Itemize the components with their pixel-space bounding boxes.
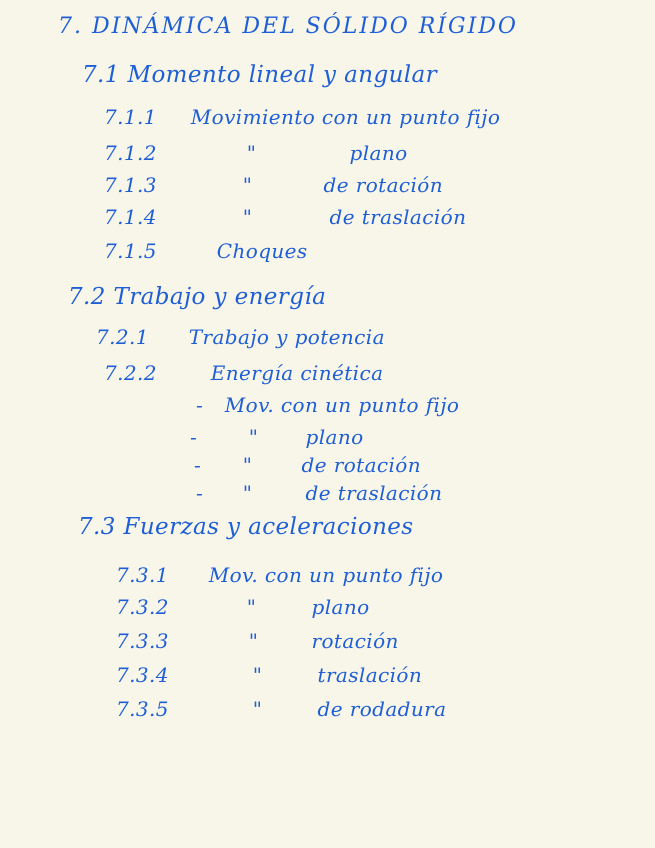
item-number: 7.3.5 [116,697,169,721]
item-text: plano [311,595,370,619]
ditto-mark: " [252,663,263,687]
list-item [116,594,370,620]
dash-mark: - [190,425,198,449]
list-item [104,104,500,130]
item-text: de rotación [323,173,444,197]
item-text: de rodadura [317,697,447,721]
item-text: Mov. con un punto fijo [208,563,444,587]
list-item [104,204,466,230]
list-item [96,324,385,350]
list-item [104,360,383,386]
ditto-mark: " [246,595,257,619]
section-heading-7-1: 7.1 Momento lineal y angular [82,62,438,88]
item-text: Movimiento con un punto fijo [190,105,501,129]
item-text: de rotación [301,453,422,477]
ditto-mark: " [242,205,253,229]
dash-mark: - [196,393,204,417]
item-number: 7.2.2 [104,361,157,385]
item-number: 7.3.2 [116,595,169,619]
ditto-mark: " [242,453,253,477]
ditto-mark: " [248,425,259,449]
item-text: de traslación [305,481,443,505]
list-item [116,696,446,722]
item-text: traslación [317,663,423,687]
item-number: 7.1.5 [104,239,157,263]
item-text: plano [305,425,364,449]
item-number: 7.3.1 [116,563,169,587]
section-heading-7-3: 7.3 Fuerzas y aceleraciones [78,514,414,540]
list-item [116,562,443,588]
item-text: Choques [216,239,308,263]
page-title: 7. DINÁMICA DEL SÓLIDO RÍGIDO [58,14,518,39]
item-text: de traslación [329,205,467,229]
item-text: Mov. con un punto fijo [224,393,460,417]
sub-list-item [196,392,459,418]
ditto-mark: " [242,481,253,505]
dash-mark: - [194,453,202,477]
ditto-mark: " [252,697,263,721]
item-number: 7.3.4 [116,663,169,687]
item-text: Energía cinética [210,361,384,385]
list-item [116,662,422,688]
item-number: 7.1.2 [104,141,157,165]
list-item [104,140,408,166]
item-text: Trabajo y potencia [188,325,385,349]
item-number: 7.2.1 [96,325,149,349]
section-heading-7-2: 7.2 Trabajo y energía [68,284,327,310]
item-number: 7.1.4 [104,205,157,229]
sub-list-item [196,480,442,506]
item-number: 7.1.3 [104,173,157,197]
ditto-mark: " [248,629,259,653]
list-item [104,172,443,198]
list-item [104,238,308,264]
item-number: 7.3.3 [116,629,169,653]
sub-list-item [190,424,364,450]
dash-mark: - [196,481,204,505]
item-text: plano [349,141,408,165]
sub-list-item [194,452,421,478]
ditto-mark: " [242,173,253,197]
list-item [116,628,399,654]
item-number: 7.1.1 [104,105,157,129]
ditto-mark: " [246,141,257,165]
item-text: rotación [311,629,399,653]
